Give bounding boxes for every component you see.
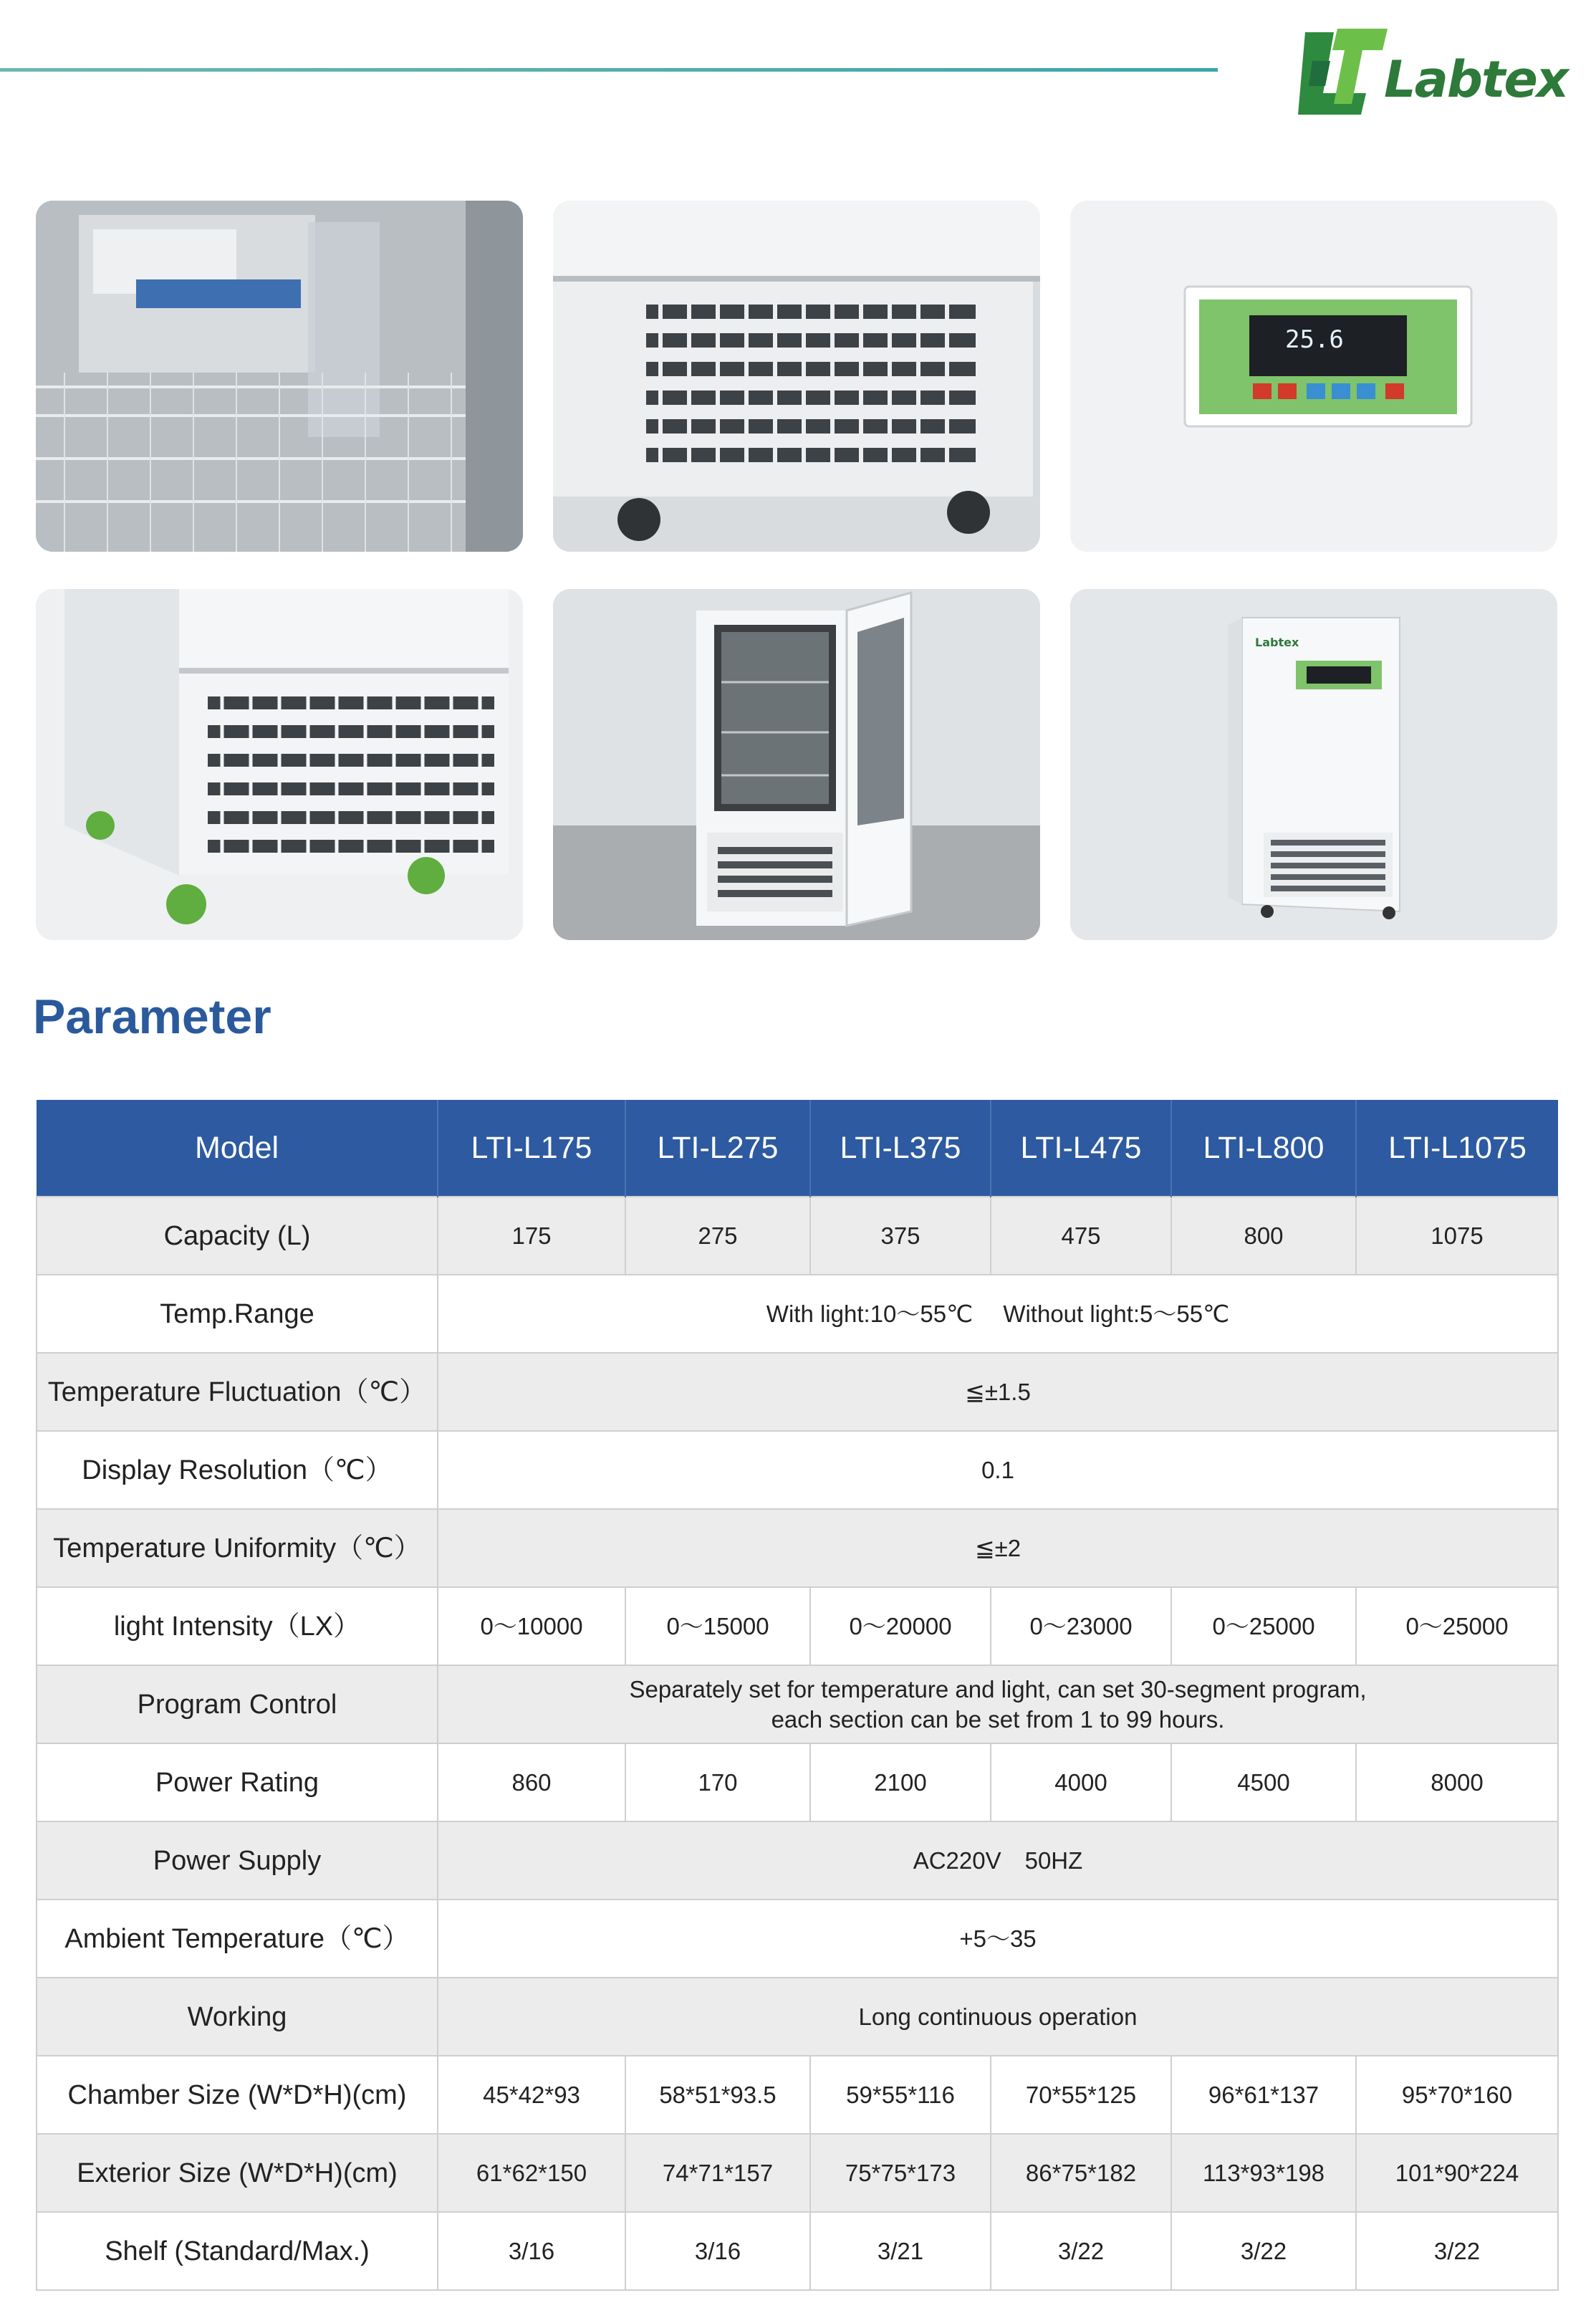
table-cell: 3/22 (991, 2212, 1171, 2290)
header-cell: LTI-L800 (1171, 1100, 1356, 1197)
photo-side-vent-casters (36, 589, 523, 940)
table-row (37, 1353, 1558, 1431)
table-cell: 3/16 (625, 2212, 810, 2290)
table-row (37, 1431, 1558, 1509)
table-cell: 170 (625, 1743, 810, 1821)
row-label: Temperature Uniformity（℃） (37, 1509, 438, 1587)
header-cell: LTI-L175 (438, 1100, 625, 1197)
row-label: Temperature Fluctuation（℃） (37, 1353, 438, 1431)
table-row (37, 2212, 1558, 2290)
table-cell: 113*93*198 (1171, 2134, 1356, 2212)
table-cell: 2100 (810, 1743, 991, 1821)
photo-full-unit (1070, 589, 1557, 940)
table-cell: 70*55*125 (991, 2056, 1171, 2134)
table-cell: 59*55*116 (810, 2056, 991, 2134)
table-cell: 3/22 (1356, 2212, 1558, 2290)
table-row (37, 1509, 1558, 1587)
brand-logo (1298, 21, 1568, 122)
table-cell: 0.1 (438, 1431, 1558, 1509)
table-cell: 0～23000 (991, 1587, 1171, 1665)
parameter-table (36, 1100, 1559, 2291)
table-row (37, 2056, 1558, 2134)
table-cell: 175 (438, 1197, 625, 1275)
row-label: light Intensity（LX） (37, 1587, 438, 1665)
table-cell: 45*42*93 (438, 2056, 625, 2134)
brand-name: Labtex (1384, 50, 1568, 109)
table-cell: 800 (1171, 1197, 1356, 1275)
table-cell: 58*51*93.5 (625, 2056, 810, 2134)
header-cell: LTI-L275 (625, 1100, 810, 1197)
table-cell: ≦±2 (438, 1509, 1558, 1587)
table-row (37, 1978, 1558, 2056)
table-cell: 61*62*150 (438, 2134, 625, 2212)
program-control-line: each section can be set from 1 to 99 hours. (771, 1705, 1225, 1733)
table-cell: 86*75*182 (991, 2134, 1171, 2212)
row-label: Power Rating (37, 1743, 438, 1821)
header-cell: Model (37, 1100, 438, 1197)
photo-front-vent-casters (553, 201, 1040, 552)
table-cell: 0～25000 (1171, 1587, 1356, 1665)
svg-text:25.6: 25.6 (1285, 325, 1344, 354)
row-label: Chamber Size (W*D*H)(cm) (37, 2056, 438, 2134)
table-cell: Long continuous operation (438, 1978, 1558, 2056)
table-header-row (37, 1100, 1558, 1197)
row-label: Temp.Range (37, 1275, 438, 1353)
table-cell: 95*70*160 (1356, 2056, 1558, 2134)
table-row (37, 2134, 1558, 2212)
row-label: Ambient Temperature（℃） (37, 1900, 438, 1978)
table-cell: 0～10000 (438, 1587, 625, 1665)
table-cell: 0～15000 (625, 1587, 810, 1665)
table-row (37, 1665, 1558, 1743)
table-cell: 0～20000 (810, 1587, 991, 1665)
table-cell: +5～35 (438, 1900, 1558, 1978)
table-cell: 101*90*224 (1356, 2134, 1558, 2212)
table-cell: With light:10～55℃ Without light:5～55℃ (438, 1275, 1558, 1353)
row-label: Display Resolution（℃） (37, 1431, 438, 1509)
table-cell-multiline (438, 1665, 1558, 1743)
table-row (37, 1743, 1558, 1821)
row-label: Shelf (Standard/Max.) (37, 2212, 438, 2290)
row-label: Exterior Size (W*D*H)(cm) (37, 2134, 438, 2212)
table-cell: 275 (625, 1197, 810, 1275)
table-cell: 375 (810, 1197, 991, 1275)
table-cell: 860 (438, 1743, 625, 1821)
row-label: Program Control (37, 1665, 438, 1743)
table-cell: 3/21 (810, 2212, 991, 2290)
table-cell: 3/16 (438, 2212, 625, 2290)
table-cell: ≦±1.5 (438, 1353, 1558, 1431)
header-cell: LTI-L475 (991, 1100, 1171, 1197)
row-label: Capacity (L) (37, 1197, 438, 1275)
header-rule (0, 68, 1218, 72)
row-label: Power Supply (37, 1821, 438, 1900)
program-control-line: Separately set for temperature and light, can set 30-segment program, (629, 1675, 1367, 1703)
photo-shelves-interior (36, 201, 523, 552)
table-cell: 8000 (1356, 1743, 1558, 1821)
table-cell: 4500 (1171, 1743, 1356, 1821)
table-cell: 75*75*173 (810, 2134, 991, 2212)
labtex-mark-icon (1298, 21, 1391, 122)
table-cell: 0～25000 (1356, 1587, 1558, 1665)
table-row (37, 1275, 1558, 1353)
row-label: Working (37, 1978, 438, 2056)
table-cell: 96*61*137 (1171, 2056, 1356, 2134)
table-cell: 3/22 (1171, 2212, 1356, 2290)
table-cell: 1075 (1356, 1197, 1558, 1275)
table-row (37, 1197, 1558, 1275)
photo-open-door-chamber (553, 589, 1040, 940)
table-cell: 4000 (991, 1743, 1171, 1821)
svg-text:Labtex: Labtex (1255, 636, 1299, 649)
table-cell: 475 (991, 1197, 1171, 1275)
photo-control-panel (1070, 201, 1557, 552)
table-cell: AC220V 50HZ (438, 1821, 1558, 1900)
header-cell: LTI-L375 (810, 1100, 991, 1197)
header-cell: LTI-L1075 (1356, 1100, 1558, 1197)
section-title: Parameter (33, 990, 271, 1044)
table-cell: 74*71*157 (625, 2134, 810, 2212)
table-row (37, 1900, 1558, 1978)
table-row (37, 1587, 1558, 1665)
table-row (37, 1821, 1558, 1900)
